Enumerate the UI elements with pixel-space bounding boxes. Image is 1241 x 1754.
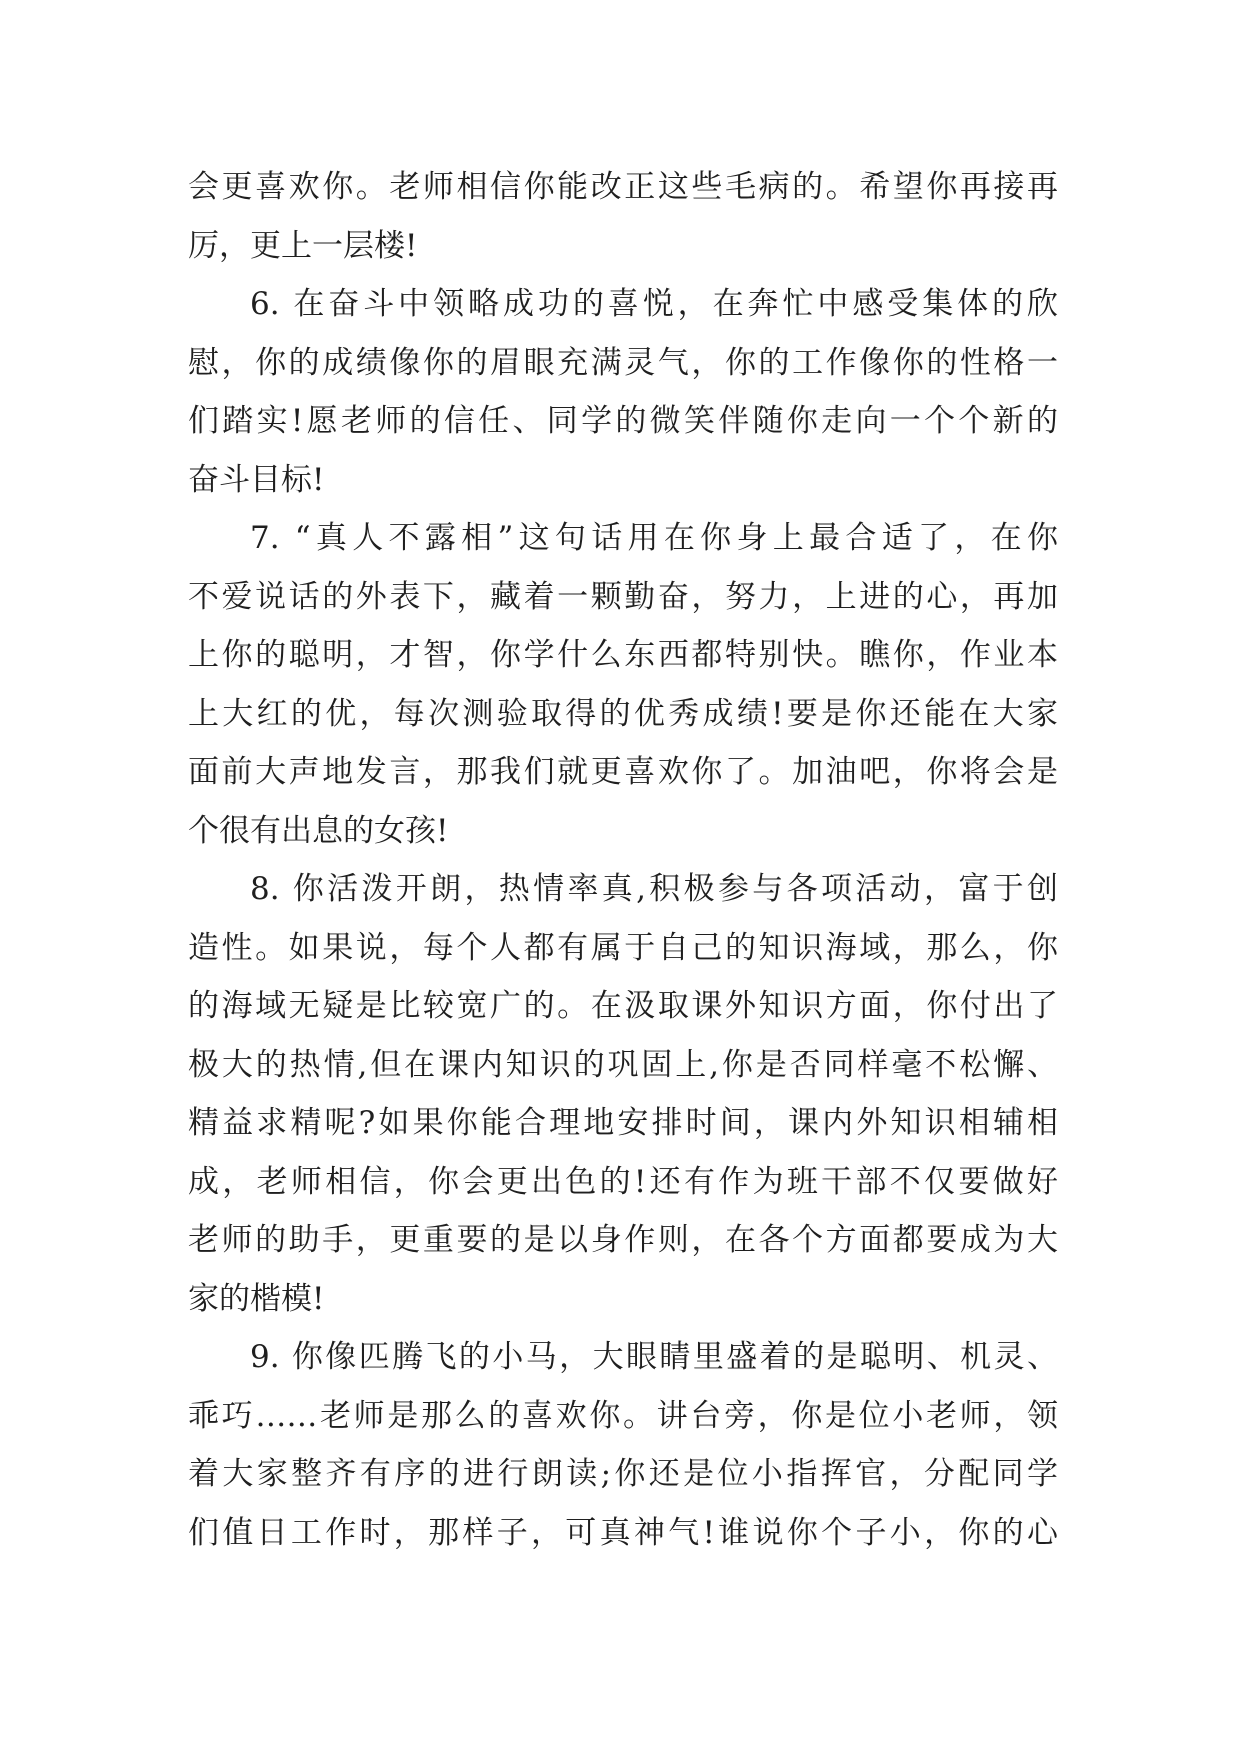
- text-line: 上你的聪明，才智，你学什么东西都特别快。瞧你，作业本: [188, 637, 1058, 673]
- text-line: 会更喜欢你。老师相信你能改正这些毛病的。希望你再接再: [188, 169, 1058, 205]
- text-line: 的海域无疑是比较宽广的。在汲取课外知识方面，你付出了: [188, 988, 1058, 1024]
- text-line-item-6: 6. 在奋斗中领略成功的喜悦，在奔忙中感受集体的欣: [250, 286, 1058, 322]
- text-line: 们踏实!愿老师的信任、同学的微笑伴随你走向一个个新的: [188, 403, 1058, 439]
- text-line-item-9: 9. 你像匹腾飞的小马，大眼睛里盛着的是聪明、机灵、: [250, 1339, 1058, 1375]
- text-line: 个很有出息的女孩!: [188, 812, 449, 849]
- text-line: 厉，更上一层楼!: [188, 227, 418, 264]
- text-line: 乖巧……老师是那么的喜欢你。讲台旁，你是位小老师，领: [188, 1397, 1058, 1434]
- text-line: 不爱说话的外表下，藏着一颗勤奋，努力，上进的心，再加: [188, 578, 1058, 615]
- text-line: 成，老师相信，你会更出色的!还有作为班干部不仅要做好: [188, 1163, 1058, 1200]
- text-line: 面前大声地发言，那我们就更喜欢你了。加油吧，你将会是: [188, 754, 1058, 790]
- text-line-item-8: 8. 你活泼开朗，热情率真,积极参与各项活动，富于创: [250, 871, 1058, 907]
- text-line: 奋斗目标!: [188, 461, 325, 498]
- text-line: 家的楷模!: [188, 1280, 325, 1317]
- text-line: 上大红的优，每次测验取得的优秀成绩!要是你还能在大家: [188, 695, 1058, 732]
- text-line: 极大的热情,但在课内知识的巩固上,你是否同样毫不松懈、: [188, 1046, 1058, 1083]
- body-text: [188, 158, 1058, 1562]
- text-line: 们值日工作时，那样子，可真神气!谁说你个子小，你的心: [188, 1514, 1058, 1551]
- text-line: 着大家整齐有序的进行朗读;你还是位小指挥官，分配同学: [188, 1456, 1058, 1492]
- text-line: 老师的助手，更重要的是以身作则，在各个方面都要成为大: [188, 1222, 1058, 1258]
- text-line: 慰，你的成绩像你的眉眼充满灵气，你的工作像你的性格一: [188, 344, 1058, 381]
- text-line: 精益求精呢?如果你能合理地安排时间，课内外知识相辅相: [188, 1105, 1058, 1141]
- text-line: 造性。如果说，每个人都有属于自己的知识海域，那么，你: [188, 929, 1058, 966]
- text-line-item-7: 7. “真人不露相”这句话用在你身上最合适了，在你: [250, 520, 1058, 556]
